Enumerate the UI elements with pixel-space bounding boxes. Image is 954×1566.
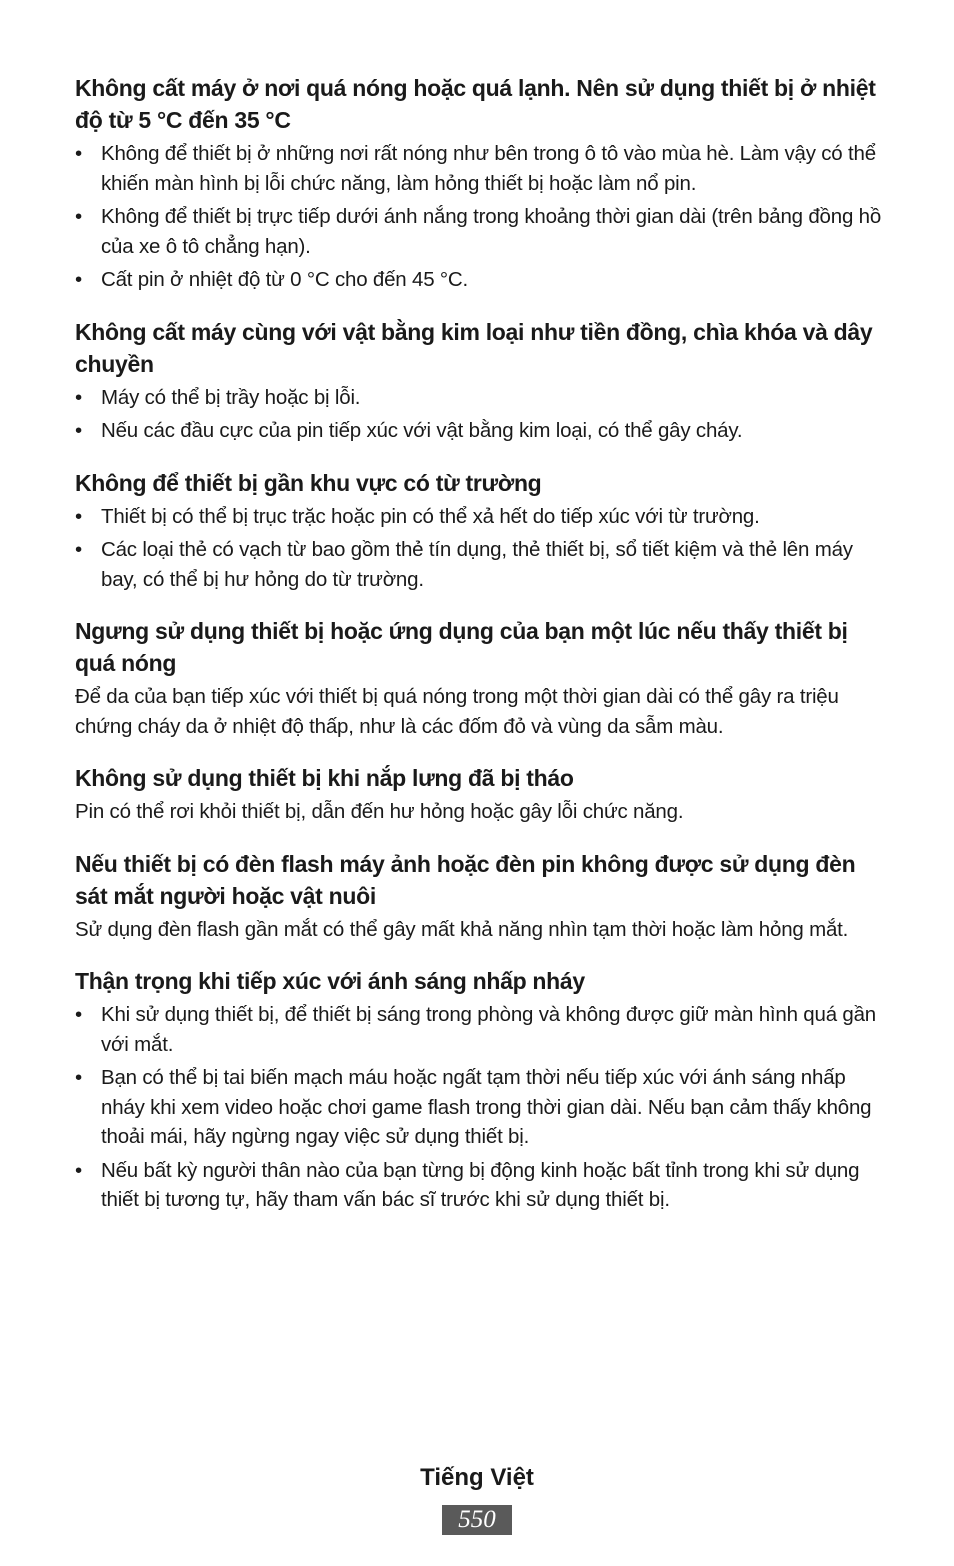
section-heading: Thận trọng khi tiếp xúc với ánh sáng nhấp nháy [75,968,585,994]
bullet-list [75,383,883,446]
list-item [75,1063,883,1152]
list-item [75,416,883,446]
bullet-list [75,139,883,295]
list-item-text: Thiết bị có thể bị trục trặc hoặc pin có thể xả hết do tiếp xúc với từ trường. [101,504,760,528]
list-item-text: Cất pin ở nhiệt độ từ 0 °C cho đến 45 °C. [101,268,468,291]
section-heading: Không cất máy ở nơi quá nóng hoặc quá lạnh. Nên sử dụng thiết bị ở nhiệt độ từ 5 °C đến 35 °C [75,75,876,133]
list-item-text: Không để thiết bị ở những nơi rất nóng như bên trong ô tô vào mùa hè. Làm vậy có thể khiến màn hình bị lỗi chức năng, làm hỏng thiết bị hoặc làm nổ pin. [101,142,876,195]
list-item-text: Bạn có thể bị tai biến mạch máu hoặc ngất tạm thời nếu tiếp xúc với ánh sáng nhấp nháy khi xem video hoặc chơi game flash trong thời gian dài. Nếu bạn cảm thấy không thoải mái, hãy ngừng ngay việc sử dụng thiết bị. [101,1066,872,1148]
bullet-icon: • [75,1066,82,1089]
list-item [75,265,883,295]
bullet-icon: • [75,419,82,442]
section-temperature [75,72,883,295]
page-number: 550 [442,1505,512,1535]
footer-language: Tiếng Việt [420,1464,534,1491]
list-item-text: Không để thiết bị trực tiếp dưới ánh nắng trong khoảng thời gian dài (trên bảng đồng hồ của xe ô tô chẳng hạn). [101,205,882,258]
section-heading: Không để thiết bị gần khu vực có từ trường [75,469,542,496]
bullet-icon: • [75,205,82,228]
bullet-icon: • [75,142,82,165]
list-item-text: Các loại thẻ có vạch từ bao gồm thẻ tín dụng, thẻ thiết bị, sổ tiết kiệm và thẻ lên máy bay, có thể bị hư hỏng do từ trường. [101,538,853,591]
bullet-icon: • [75,385,82,409]
section-paragraph: Pin có thể rơi khỏi thiết bị, dẫn đến hư hỏng hoặc gây lỗi chức năng. [75,800,684,823]
bullet-icon: • [75,504,82,528]
bullet-icon: • [75,538,82,561]
section-paragraph: Sử dụng đèn flash gần mắt có thể gây mất khả năng nhìn tạm thời hoặc làm hỏng mắt. [75,917,849,941]
list-item [75,1156,883,1215]
section-heading: Không sử dụng thiết bị khi nắp lưng đã bị tháo [75,765,574,791]
list-item-text: Nếu các đầu cực của pin tiếp xúc với vật bằng kim loại, có thể gây cháy. [101,419,743,442]
section-flashing-lights [75,965,883,1215]
section-back-cover [75,762,883,827]
bullet-list [75,1000,883,1215]
section-metal-objects [75,316,883,446]
list-item [75,202,883,261]
section-heading: Không cất máy cùng với vật bằng kim loại như tiền đồng, chìa khóa và dây chuyền [75,318,873,377]
document-body [75,72,883,1236]
bullet-icon: • [75,268,82,291]
bullet-icon: • [75,1158,82,1182]
section-magnetic-fields [75,467,883,595]
list-item [75,502,883,532]
section-heading: Nếu thiết bị có đèn flash máy ảnh hoặc đèn pin không được sử dụng đèn sát mắt người hoặc vật nuôi [75,850,856,909]
list-item [75,535,883,594]
section-flash [75,848,883,945]
list-item-text: Máy có thể bị trầy hoặc bị lỗi. [101,385,361,409]
section-heading: Ngưng sử dụng thiết bị hoặc ứng dụng của bạn một lúc nếu thấy thiết bị quá nóng [75,618,848,676]
list-item [75,1000,883,1059]
bullet-icon: • [75,1003,82,1026]
section-overheating [75,615,883,741]
section-paragraph: Để da của bạn tiếp xúc với thiết bị quá nóng trong một thời gian dài có thể gây ra triệu chứng cháy da ở nhiệt độ thấp, như là các đốm đỏ và vùng da sẫm màu. [75,685,839,738]
list-item-text: Khi sử dụng thiết bị, để thiết bị sáng trong phòng và không được giữ màn hình quá gần với mắt. [101,1003,877,1056]
list-item-text: Nếu bất kỳ người thân nào của bạn từng bị động kinh hoặc bất tỉnh trong khi sử dụng thiết bị tương tự, hãy tham vấn bác sĩ trước khi sử dụng thiết bị. [101,1158,860,1211]
list-item [75,139,883,198]
bullet-list [75,502,883,595]
list-item [75,383,883,413]
